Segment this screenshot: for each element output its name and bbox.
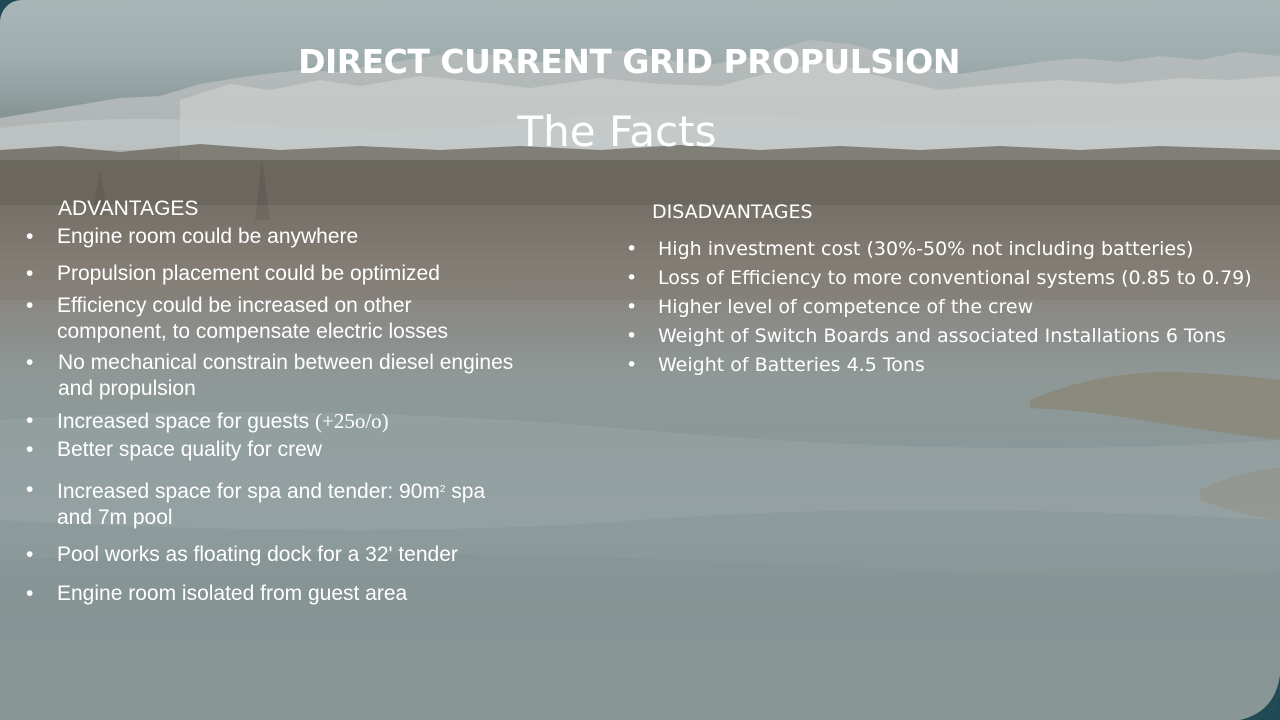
bullet-icon: •: [26, 225, 34, 248]
disadvantage-item: • Weight of Switch Boards and associated Installations 6 Tons: [626, 322, 1252, 351]
advantage-item: • Engine room could be anywhere: [26, 225, 359, 248]
bullet-icon: •: [26, 582, 34, 605]
bullet-icon: •: [26, 294, 34, 317]
disadvantages-list: [626, 235, 1252, 380]
bullet-icon: •: [26, 262, 34, 285]
disadvantage-item: • Weight of Batteries 4.5 Tons: [626, 351, 1252, 380]
bullet-icon: •: [26, 478, 34, 501]
advantage-item: • Efficiency could be increased on other component, to compensate electric losses: [26, 294, 449, 343]
slide-subtitle: The Facts: [517, 107, 717, 156]
bullet-icon: •: [26, 409, 34, 432]
advantage-item: • Increased space for guests (+25o/o): [26, 409, 389, 433]
disadvantage-item: • Loss of Efficiency to more conventional systems (0.85 to 0.79): [626, 264, 1252, 293]
bullet-icon: •: [626, 267, 638, 289]
bullet-icon: •: [626, 296, 638, 318]
bullet-icon: •: [26, 543, 34, 566]
disadvantage-item: • Higher level of competence of the crew: [626, 293, 1252, 322]
bullet-icon: •: [626, 354, 638, 376]
slide-title: DIRECT CURRENT GRID PROPULSION: [298, 42, 960, 81]
advantage-item: • Propulsion placement could be optimized: [26, 262, 440, 285]
advantage-item: • Pool works as floating dock for a 32' tender: [26, 543, 458, 566]
advantage-item: • No mechanical constrain between diesel engines and propulsion: [26, 351, 514, 400]
disadvantage-item: • High investment cost (30%-50% not including batteries): [626, 235, 1252, 264]
advantage-item: • Better space quality for crew: [26, 438, 322, 461]
bullet-icon: •: [626, 238, 638, 260]
advantage-item: • Engine room isolated from guest area: [26, 582, 408, 605]
bullet-icon: •: [26, 351, 34, 374]
disadvantages-heading: DISADVANTAGES: [652, 201, 813, 223]
bullet-icon: •: [26, 438, 34, 461]
advantages-heading: ADVANTAGES: [58, 197, 199, 220]
advantage-item: • Increased space for spa and tender: $90m^2$ spa and 7m pool: [26, 478, 486, 529]
bullet-icon: •: [626, 325, 638, 347]
